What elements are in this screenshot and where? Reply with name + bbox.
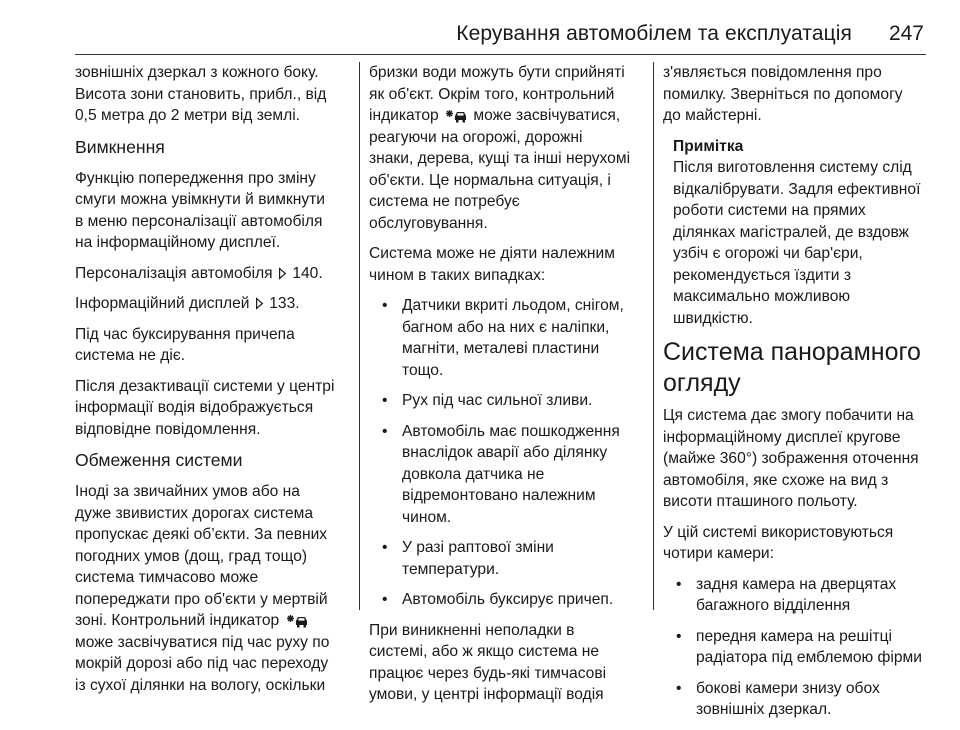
paragraph-intro: зовнішніх дзеркал з кожного боку. Висота зони становить, прибл., від 0,5 метра до 2 метри від землі. [75,64,327,124]
page-reference-icon [256,298,263,309]
heading-limitations: Обмеження системи [75,450,243,470]
bullet-icon: • [382,392,388,409]
list-item: • задня камера на дверцятах багажного відділення [676,575,897,614]
note-box: Примітка Після виготовлення систему слід відкалібрувати. Задля ефективної роботи системи на прямих ділянках магістралей, де вздовж узбіч є огорожі чи бар'єри, рекомендується їздити з максимально можливою швидкістю. [673,136,943,330]
bullet-icon: • [676,627,682,645]
bullet-list-cameras [663,574,943,721]
note-title: Примітка [673,137,744,155]
paragraph-limitations: Іноді за звичайних умов або на дуже звивистих дорогах система пропускає деякі об’єкти. За певних погодних умов (дощ, град тощо) система тимчасово може попереджати про об'єкти у мертвій зоні. Контрольний індикатор може засвічуватися під час руху по мокрій дорозі або під час переходу із сухої ділянки на вологу, оскільки [75,483,330,694]
header-rule [75,54,926,55]
list-item: • Автомобіль буксирує причеп. [369,589,645,611]
column-1 [75,62,352,705]
page-header [0,0,960,56]
column-2 [369,62,645,715]
bullet-icon: • [382,422,388,440]
paragraph-towing: Під час буксирування причепа система не діє. [75,325,295,364]
paragraph-off: Функцію попередження про зміну смуги можна увімкнути й вимкнути в меню персоналізації автомобіля на інформаційному дисплеї. [75,169,326,251]
bullet-icon: • [676,679,682,697]
paragraph-may-not-work: Система може не діяти належним чином в таких випадках: [369,245,615,284]
header-title: Керування автомобілем та експлуатація [456,22,852,45]
bullet-icon: • [676,575,682,593]
column-divider [359,62,360,610]
paragraph-spray: бризки води можуть бути сприйняті як об'єкт. Окрім того, контрольний індикатор може засвічуватися, реагуючи на огорожі, дорожні знаки, дерева, кущі та інші нерухомі об'єкти. Це нормальна ситуація, і система не потребує обслуговування. [369,64,631,232]
list-item: • Датчики вкриті льодом, снігом, багном або на них є наліпки, магніти, металеві пластини тощо. [382,297,624,379]
paragraph-panorama: Ця система дає змогу побачити на інформаційному дисплеї кругове (майже 360°) зображення оточення автомобіля, яке схоже на вид з висоти пташиного польоту. [663,407,919,510]
reference-personalization: Персоналізація автомобіля 140. [75,264,323,282]
list-item: • Автомобіль має пошкодження внаслідок аварії або ділянку довкола датчика не відремонтовано належним чином. [382,422,620,526]
paragraph-fault: При виникненні неполадки в системі, або ж якщо система не працює через будь-які тимчасові умови, у центрі інформації водія [369,621,607,703]
bullet-icon: • [382,591,388,608]
list-item: • бокові камери знизу обох зовнішніх дзеркал. [676,679,880,718]
paragraph-deactivation: Після дезактивації системи у центрі інформації водія відображується відповідне повідомлення. [75,377,335,438]
paragraph-cameras: У цій системі використовуються чотири камери: [663,523,894,562]
heading-panorama: Система панорамного огляду [663,338,921,397]
bullet-icon: • [382,539,388,556]
bullet-list-conditions [369,295,645,611]
heading-off: Вимкнення [75,136,165,157]
bullet-icon: • [382,297,388,314]
list-item: • У разі раптової зміни температури. [382,539,554,578]
list-item: • передня камера на решітці радіатора під емблемою фірми [676,627,922,666]
column-divider [653,62,654,610]
side-blind-zone-indicator-icon [445,109,467,123]
list-item: • Рух під час сильної зливи. [369,390,645,412]
reference-info-display: Інформаційний дисплей 133. [75,295,300,312]
page-number: 247 [888,22,924,45]
side-blind-zone-indicator-icon [286,614,308,628]
paragraph-error-message: з'являється повідомлення про помилку. Зверніться по допомогу до майстерні. [663,64,903,124]
column-3 [663,62,943,730]
page-reference-icon [279,268,286,279]
